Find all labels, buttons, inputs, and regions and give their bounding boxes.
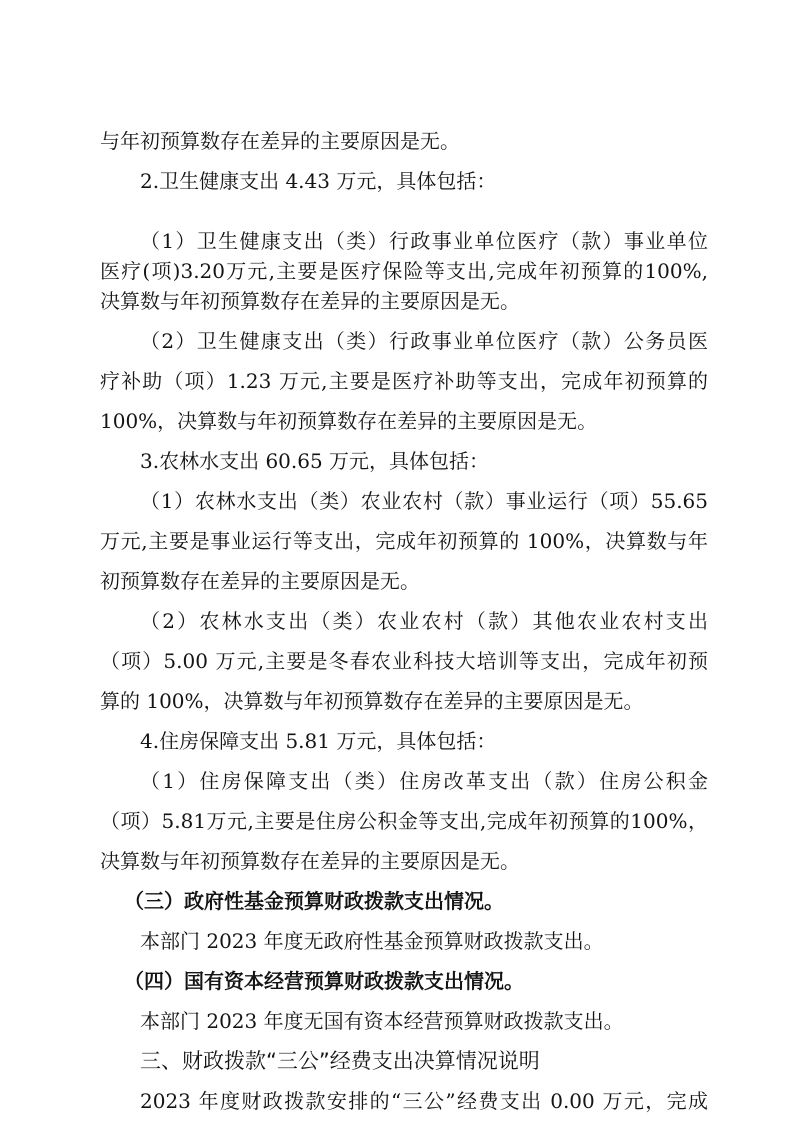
text-line: 医疗(项)3.20万元,主要是医疗保险等支出,完成年初预算的100%, <box>100 259 708 283</box>
section-heading: 4.住房保障支出 5.81 万元，具体包括： <box>140 729 497 753</box>
text-line: 100%，决算数与年初预算数存在差异的主要原因是无。 <box>100 409 598 433</box>
text-line: （2）农林水支出（类）农业农村（款）其他农业农村支出 <box>140 609 708 633</box>
text-line: （1）农林水支出（类）农业农村（款）事业运行（项）55.65 <box>140 489 708 513</box>
section-title: 三、财政拨款“三公”经费支出决算情况说明 <box>140 1049 540 1073</box>
text-line: （1）卫生健康支出（类）行政事业单位医疗（款）事业单位 <box>140 229 708 253</box>
text-line: （1）住房保障支出（类）住房改革支出（款）住房公积金 <box>140 769 708 793</box>
text-line: （项）5.81万元,主要是住房公积金等支出,完成年初预算的100%， <box>100 809 708 833</box>
text-line: 决算数与年初预算数存在差异的主要原因是无。 <box>100 849 520 873</box>
text-line: 决算数与年初预算数存在差异的主要原因是无。 <box>100 289 520 313</box>
text-line: （2）卫生健康支出（类）行政事业单位医疗（款）公务员医 <box>140 329 708 353</box>
section-heading: 2.卫生健康支出 4.43 万元，具体包括： <box>140 169 497 193</box>
text-line: 万元,主要是事业运行等支出，完成年初预算的 100%，决算数与年 <box>100 529 708 553</box>
text-line: 本部门 2023 年度无政府性基金预算财政拨款支出。 <box>140 929 604 953</box>
text-line: （项）5.00 万元,主要是冬春农业科技大培训等支出，完成年初预 <box>100 649 708 673</box>
text-line: 算的 100%，决算数与年初预算数存在差异的主要原因是无。 <box>100 689 644 713</box>
text-line: 初预算数存在差异的主要原因是无。 <box>100 569 420 593</box>
text-line: 疗补助（项）1.23 万元,主要是医疗补助等支出，完成年初预算的 <box>100 369 708 393</box>
subsection-heading: （四）国有资本经营预算财政拨款支出情况。 <box>124 969 524 993</box>
text-line: 本部门 2023 年度无国有资本经营预算财政拨款支出。 <box>140 1009 624 1033</box>
text-line: 2023 年度财政拨款安排的“三公”经费支出 0.00 万元，完成 <box>140 1089 708 1113</box>
section-heading: 3.农林水支出 60.65 万元，具体包括： <box>140 449 490 473</box>
text-line: 与年初预算数存在差异的主要原因是无。 <box>100 129 460 153</box>
subsection-heading: （三）政府性基金预算财政拨款支出情况。 <box>124 889 504 913</box>
